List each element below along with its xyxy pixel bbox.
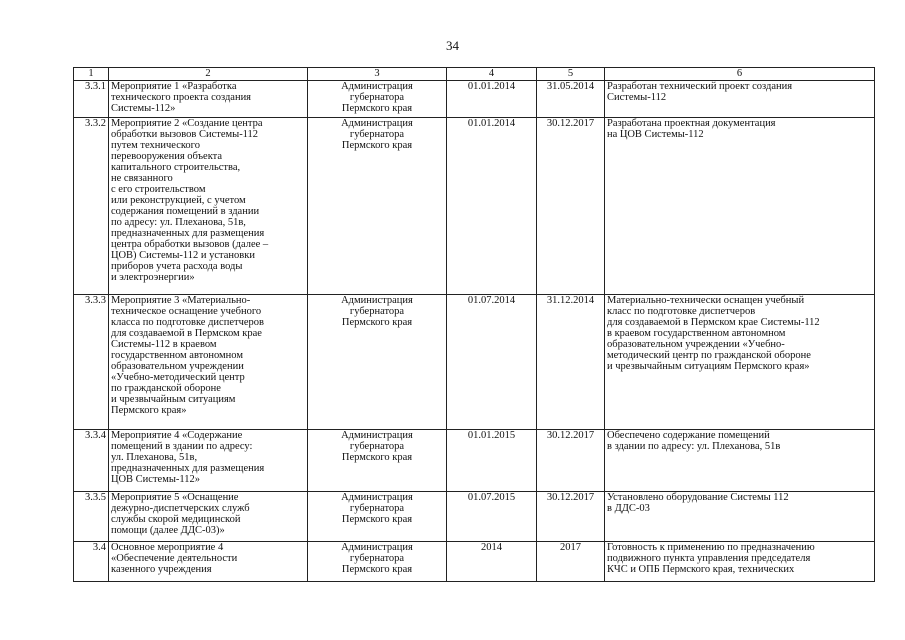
responsible-org: Администрация губернатора Пермского края xyxy=(308,81,447,118)
table-row xyxy=(74,81,875,118)
table-header-row xyxy=(74,68,875,81)
table-row xyxy=(74,542,875,582)
activity-name: Мероприятие 1 «Разработка технического проекта создания Системы-112» xyxy=(109,81,308,118)
table-row xyxy=(74,118,875,295)
expected-result: Установлено оборудование Системы 112 в ДДС-03 xyxy=(605,492,875,542)
row-number: 3.4 xyxy=(74,542,109,582)
responsible-org: Администрация губернатора Пермского края xyxy=(308,430,447,492)
responsible-org: Администрация губернатора Пермского края xyxy=(308,295,447,430)
start-date: 01.01.2015 xyxy=(447,430,537,492)
expected-result: Готовность к применению по предназначению подвижного пункта управления председателя КЧС и ОПБ Пермского края, технических xyxy=(605,542,875,582)
end-date: 31.12.2014 xyxy=(537,295,605,430)
end-date: 30.12.2017 xyxy=(537,492,605,542)
start-date: 01.07.2014 xyxy=(447,295,537,430)
header-col-3: 3 xyxy=(308,68,447,81)
row-number: 3.3.2 xyxy=(74,118,109,295)
start-date: 2014 xyxy=(447,542,537,582)
activity-name: Мероприятие 2 «Создание центра обработки вызовов Системы-112 путем технического перевооружения объекта капитального строительства, не связанного с его строительством или реконструкцией, с учетом содержания помещений в здании по адресу: ул. Плеханова, 51в, предназначенных для размещения центра обработки вызовов (далее – ЦОВ) Системы-112 и установки приборов учета расхода воды и электроэнергии» xyxy=(109,118,308,295)
page-number: 34 xyxy=(446,38,459,53)
responsible-org: Администрация губернатора Пермского края xyxy=(308,542,447,582)
activity-name: Основное мероприятие 4 «Обеспечение деятельности казенного учреждения xyxy=(109,542,308,582)
table-row xyxy=(74,492,875,542)
header-col-1: 1 xyxy=(74,68,109,81)
row-number: 3.3.3 xyxy=(74,295,109,430)
start-date: 01.01.2014 xyxy=(447,118,537,295)
header-col-2: 2 xyxy=(109,68,308,81)
expected-result: Разработан технический проект создания Системы-112 xyxy=(605,81,875,118)
table-row xyxy=(74,295,875,430)
activity-name: Мероприятие 4 «Содержание помещений в здании по адресу: ул. Плеханова, 51в, предназначенных для размещения ЦОВ Системы-112» xyxy=(109,430,308,492)
expected-result: Материально-технически оснащен учебный класс по подготовке диспетчеров для создаваемой в Пермском крае Системы-112 в краевом государственном автономном образовательном учреждении «Учебно- методический центр по гражданской обороне и чрезвычайным ситуациям Пермского края» xyxy=(605,295,875,430)
header-col-4: 4 xyxy=(447,68,537,81)
row-number: 3.3.4 xyxy=(74,430,109,492)
activity-name: Мероприятие 5 «Оснащение дежурно-диспетчерских служб службы скорой медицинской помощи (далее ДДС-03)» xyxy=(109,492,308,542)
activities-table xyxy=(73,67,875,582)
responsible-org: Администрация губернатора Пермского края xyxy=(308,492,447,542)
expected-result: Разработана проектная документация на ЦОВ Системы-112 xyxy=(605,118,875,295)
responsible-org: Администрация губернатора Пермского края xyxy=(308,118,447,295)
end-date: 2017 xyxy=(537,542,605,582)
end-date: 30.12.2017 xyxy=(537,118,605,295)
header-col-5: 5 xyxy=(537,68,605,81)
header-col-6: 6 xyxy=(605,68,875,81)
row-number: 3.3.5 xyxy=(74,492,109,542)
start-date: 01.07.2015 xyxy=(447,492,537,542)
end-date: 31.05.2014 xyxy=(537,81,605,118)
start-date: 01.01.2014 xyxy=(447,81,537,118)
table-row xyxy=(74,430,875,492)
end-date: 30.12.2017 xyxy=(537,430,605,492)
activity-name: Мероприятие 3 «Материально- техническое оснащение учебного класса по подготовке диспетчеров для создаваемой в Пермском крае Системы-112 в краевом государственном автономном образовательном учреждении «Учебно-методический центр по гражданской обороне и чрезвычайным ситуациям Пермского края» xyxy=(109,295,308,430)
expected-result: Обеспечено содержание помещений в здании по адресу: ул. Плеханова, 51в xyxy=(605,430,875,492)
row-number: 3.3.1 xyxy=(74,81,109,118)
